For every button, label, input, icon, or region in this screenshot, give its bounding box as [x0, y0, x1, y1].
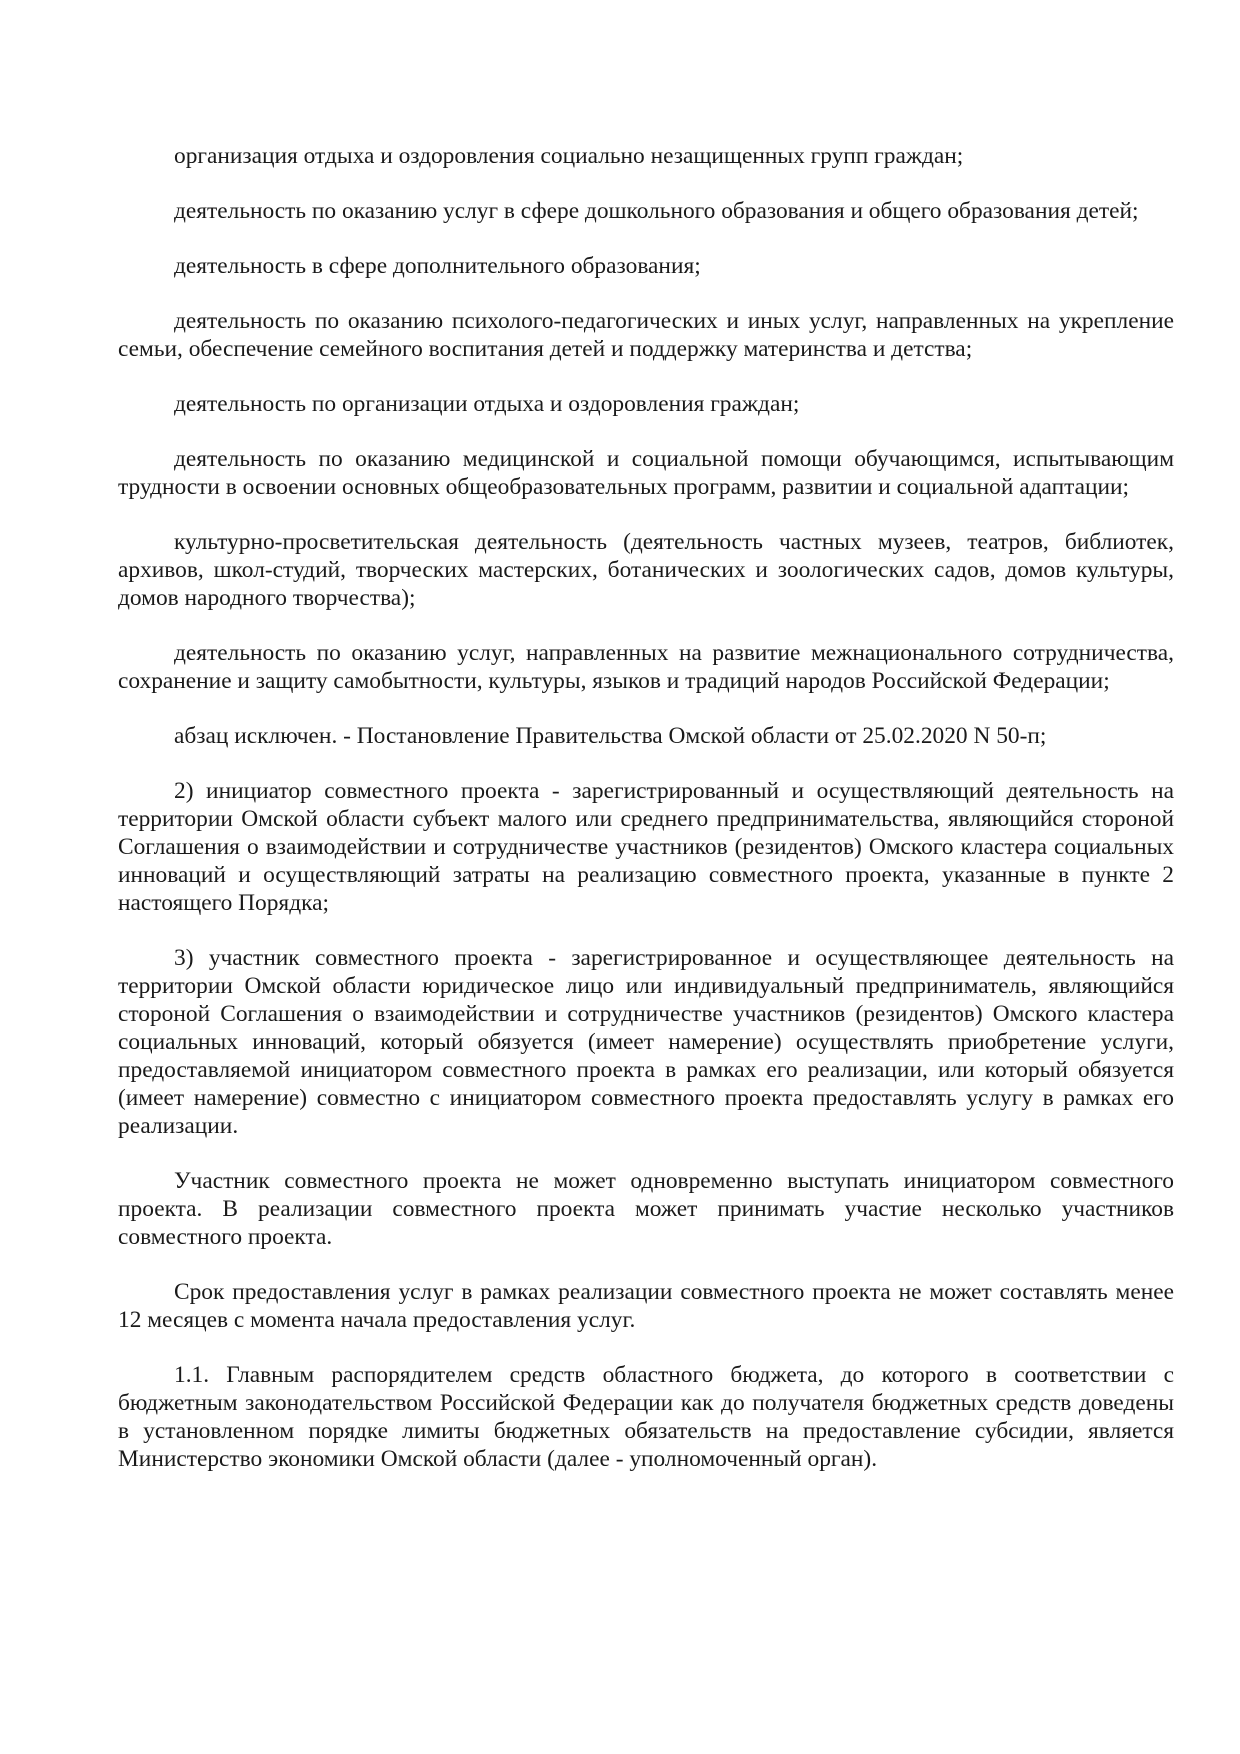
paragraph-8: деятельность по оказанию услуг, направленных на развитие межнационального сотрудничества, сохранение и защиту самобытности, культуры, языков и традиций народов Российской Федерации;	[118, 640, 1174, 694]
paragraph-6: деятельность по оказанию медицинской и социальной помощи обучающимся, испытывающим трудности в освоении основных общеобразовательных программ, развитии и социальной адаптации;	[118, 446, 1174, 500]
paragraph-3: деятельность в сфере дополнительного образования;	[174, 253, 701, 279]
paragraph-10: 2) инициатор совместного проекта - зарегистрированный и осуществляющий деятельность на территории Омской области субъект малого или среднего предпринимательства, являющийся стороной Соглашения о взаимодействии и сотрудничестве участников (резидентов) Омского кластера социальных инноваций и осуществляющий затраты на реализацию совместного проекта, указанные в пункте 2 настоящего Порядка;	[118, 778, 1174, 916]
paragraph-11: 3) участник совместного проекта - зарегистрированное и осуществляющее деятельность на территории Омской области юридическое лицо или индивидуальный предприниматель, являющийся стороной Соглашения о взаимодействии и сотрудничестве участников (резидентов) Омского кластера социальных инноваций, который обязуется (имеет намерение) осуществлять приобретение услуги, предоставляемой инициатором совместного проекта в рамках его реализации, или который обязуется (имеет намерение) совместно с инициатором совместного проекта предоставлять услугу в рамках его реализации.	[118, 945, 1174, 1139]
paragraph-9: абзац исключен. - Постановление Правительства Омской области от 25.02.2020 N 50-п;	[174, 723, 1047, 749]
paragraph-13: Срок предоставления услуг в рамках реализации совместного проекта не может составлять менее 12 месяцев с момента начала предоставления услуг.	[118, 1279, 1174, 1333]
paragraph-14: 1.1. Главным распорядителем средств областного бюджета, до которого в соответствии с бюджетным законодательством Российской Федерации как до получателя бюджетных средств доведены в установленном порядке лимиты бюджетных обязательств на предоставление субсидии, является Министерство экономики Омской области (далее - уполномоченный орган).	[118, 1362, 1174, 1472]
paragraph-2: деятельность по оказанию услуг в сфере дошкольного образования и общего образования детей;	[174, 198, 1139, 224]
paragraph-12: Участник совместного проекта не может одновременно выступать инициатором совместного проекта. В реализации совместного проекта может принимать участие несколько участников совместного проекта.	[118, 1168, 1174, 1250]
paragraph-7: культурно-просветительская деятельность (деятельность частных музеев, театров, библиотек, архивов, школ-студий, творческих мастерских, ботанических и зоологических садов, домов культуры, домов народного творчества);	[118, 529, 1174, 611]
paragraph-1: организация отдыха и оздоровления социально незащищенных групп граждан;	[174, 143, 964, 169]
paragraph-4: деятельность по оказанию психолого-педагогических и иных услуг, направленных на укрепление семьи, обеспечение семейного воспитания детей и поддержку материнства и детства;	[118, 308, 1174, 362]
paragraph-5: деятельность по организации отдыха и оздоровления граждан;	[174, 391, 800, 417]
document-page	[118, 142, 1174, 1500]
